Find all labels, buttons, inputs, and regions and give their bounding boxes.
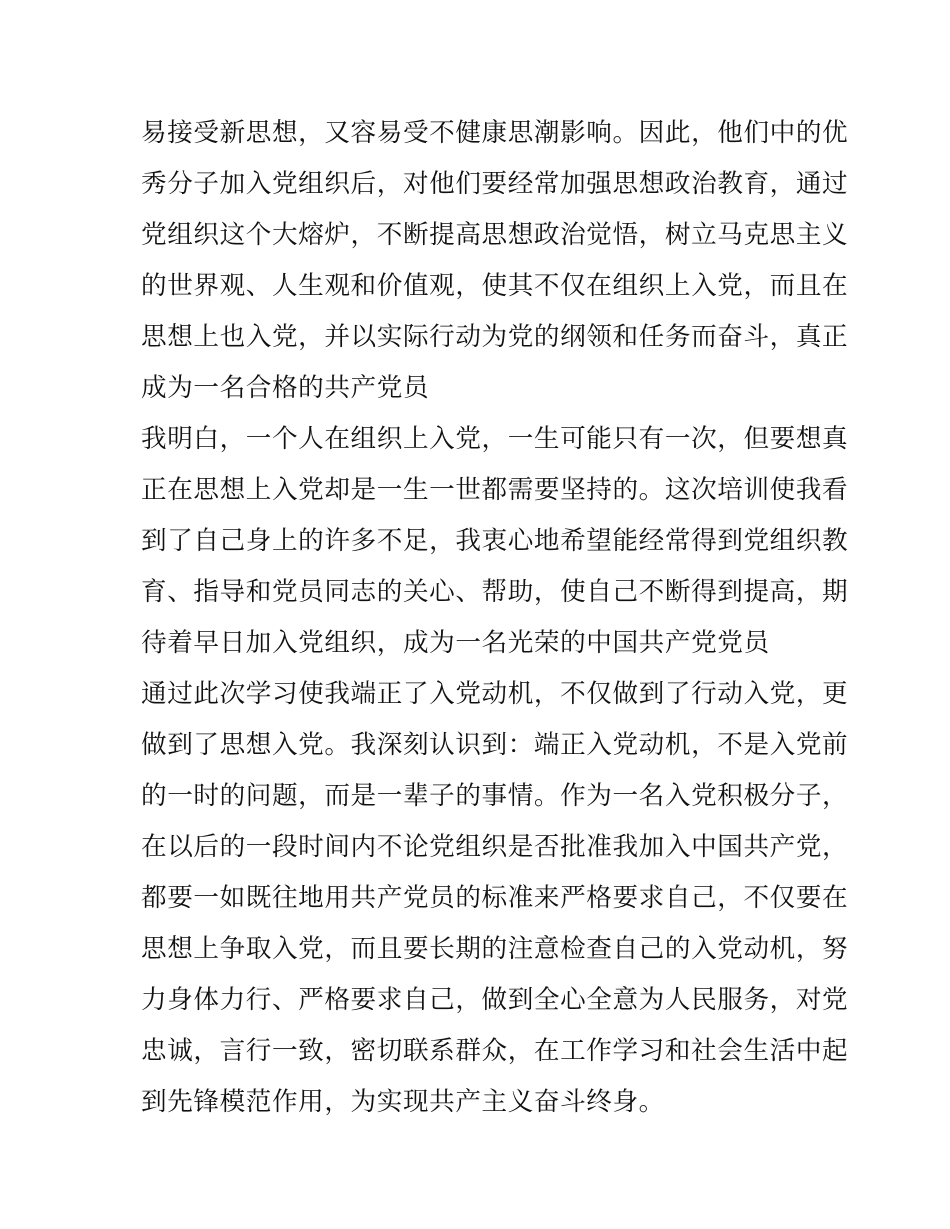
text-line: 我明白，一个人在组织上入党，一生可能只有一次，但要想真 bbox=[141, 424, 849, 454]
text-line: 的一时的问题，而是一辈子的事情。作为一名入党积极分子， bbox=[141, 781, 849, 811]
text-line: 都要一如既往地用共产党员的标准来严格要求自己，不仅要在 bbox=[141, 883, 849, 913]
text-line: 到先锋模范作用，为实现共产主义奋斗终身。 bbox=[141, 1087, 665, 1117]
text-line: 党组织这个大熔炉，不断提高思想政治觉悟，树立马克思主义 bbox=[141, 220, 849, 250]
text-line: 忠诚，言行一致，密切联系群众，在工作学习和社会生活中起 bbox=[141, 1036, 849, 1066]
text-line: 正在思想上入党却是一生一世都需要坚持的。这次培训使我看 bbox=[141, 475, 849, 505]
text-line: 在以后的一段时间内不论党组织是否批准我加入中国共产党， bbox=[141, 832, 849, 862]
text-line: 的世界观、人生观和价值观，使其不仅在组织上入党，而且在 bbox=[141, 271, 849, 301]
text-line: 成为一名合格的共产党员 bbox=[141, 373, 430, 403]
text-line: 待着早日加入党组织，成为一名光荣的中国共产党党员 bbox=[141, 628, 770, 658]
text-line: 通过此次学习使我端正了入党动机，不仅做到了行动入党，更 bbox=[141, 679, 849, 709]
text-line: 秀分子加入党组织后，对他们要经常加强思想政治教育，通过 bbox=[141, 169, 849, 199]
text-line: 做到了思想入党。我深刻认识到：端正入党动机，不是入党前 bbox=[141, 730, 849, 760]
text-line: 思想上也入党，并以实际行动为党的纲领和任务而奋斗，真正 bbox=[141, 322, 849, 352]
document-body bbox=[141, 108, 849, 1128]
text-line: 到了自己身上的许多不足，我衷心地希望能经常得到党组织教 bbox=[141, 526, 849, 556]
text-line: 力身体力行、严格要求自己，做到全心全意为人民服务，对党 bbox=[141, 985, 849, 1015]
text-line: 思想上争取入党，而且要长期的注意检查自己的入党动机，努 bbox=[141, 934, 849, 964]
text-line: 易接受新思想，又容易受不健康思潮影响。因此，他们中的优 bbox=[141, 118, 849, 148]
text-line: 育、指导和党员同志的关心、帮助，使自己不断得到提高，期 bbox=[141, 577, 849, 607]
